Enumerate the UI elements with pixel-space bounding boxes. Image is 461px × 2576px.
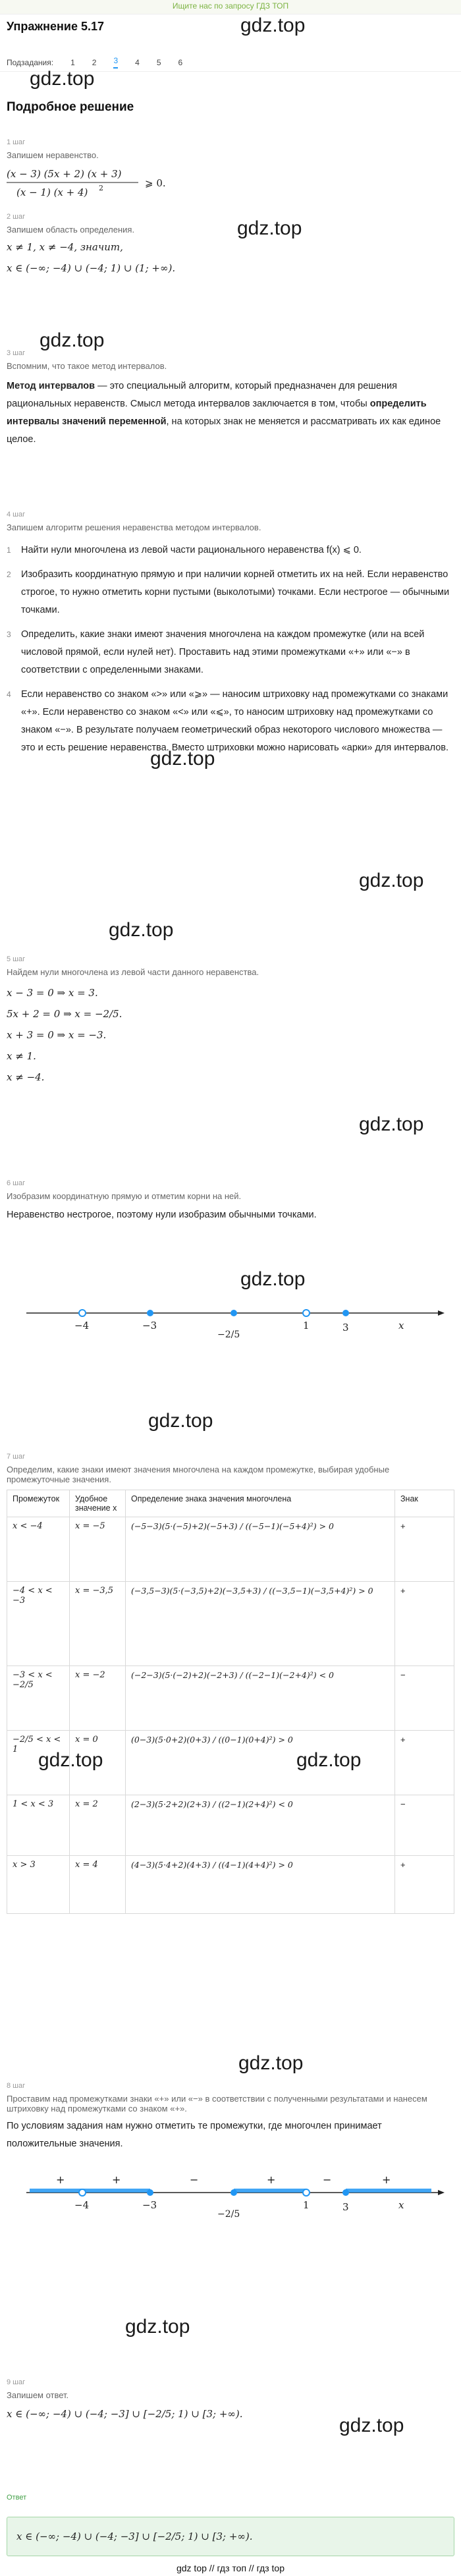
point-excluded — [79, 1310, 86, 1316]
step-text: Проставим над промежутками знаки «+» или «−» в соответствии с полученными результатами и нанесем штриховку над промежутками со знаком «+». — [7, 2094, 427, 2114]
zero-line: x ≠ −4. — [7, 1071, 45, 1083]
table-row — [7, 1582, 454, 1666]
step-text: Запишем ответ. — [7, 2390, 69, 2400]
step-3 — [7, 349, 454, 449]
axis-label: 1 — [303, 1320, 310, 1331]
sign-cell: − — [395, 1666, 454, 1731]
signs-table — [7, 1490, 454, 1914]
step-text: Вспомним, что такое метод интервалов. — [7, 361, 167, 371]
step-8 — [7, 2082, 454, 2153]
step-label: 5 шаг — [7, 955, 26, 963]
answer-formula: x ∈ (−∞; −4) ∪ (−4; −3] ∪ [−2/5; 1) ∪ [3; +∞). — [7, 2408, 243, 2420]
table-row — [7, 1795, 454, 1856]
sign-label: − — [323, 2173, 332, 2186]
point-included — [342, 2189, 349, 2196]
list-item: 1 Найти нули многочлена из левой части рационального неравенства f(x) ⩽ 0. — [7, 545, 362, 555]
number-line-1 — [0, 1288, 461, 1377]
watermark: gdz.top — [240, 1268, 306, 1290]
answer-label: Ответ — [7, 2494, 27, 2502]
method-description: Метод интервалов — это специальный алгоритм, который предназначен для решения рациональных неравенств. Смысл метода интервалов заключается в том, чтобы определить интервалы значений переменной, на которых знак не меняется и рассматривать их как единое целое. — [7, 381, 441, 445]
axis-label: 3 — [342, 2201, 349, 2213]
watermark: gdz.top — [296, 1749, 362, 1771]
value-cell: x = 0 — [70, 1731, 126, 1795]
step-label: 8 шаг — [7, 2082, 26, 2090]
table-header: Определение знака значения многочлена — [126, 1490, 395, 1517]
sign-cell: + — [395, 1731, 454, 1795]
calc-cell: (−3,5−3)(5·(−3,5)+2)(−3,5+3) / ((−3,5−1)(−3,5+4)²) > 0 — [126, 1582, 395, 1666]
step-4 — [7, 511, 454, 764]
step-text: Определим, какие знаки имеют значения многочлена на каждом промежутке, выбирая удобные промежуточные значения. — [7, 1465, 390, 1484]
answer-box — [7, 2517, 454, 2556]
subtask-tab[interactable]: 4 — [135, 57, 140, 67]
hatch-region — [82, 2189, 150, 2193]
point-included — [147, 2189, 153, 2196]
interval-cell: x > 3 — [7, 1856, 70, 1914]
point-included — [342, 1310, 349, 1316]
value-cell: x = 4 — [70, 1856, 126, 1914]
list-item: 2 Изобразить координатную прямую и при наличии корней отметить их на ней. Если неравенство строгое, то нужно отметить корни пустыми (выколотыми) точками. Если нестрогое — обычными точками. — [7, 569, 450, 615]
watermark: gdz.top — [150, 748, 215, 770]
axis-label: −4 — [74, 1320, 90, 1331]
step-6 — [7, 1179, 454, 1224]
axis-label: −3 — [142, 2199, 157, 2211]
list-item: 3 Определить, какие знаки имеют значения многочлена на каждом промежутке (или на всей числовой прямой, если нулей нет). Проставить над этими промежутками «+» или «−» в соответствии с определенными знаками. — [7, 629, 425, 675]
step-label: 3 шаг — [7, 349, 26, 357]
svg-text:(x − 1) (x + 4): (x − 1) (x + 4) — [16, 186, 88, 198]
subtasks-label: Подзадания: — [7, 57, 54, 67]
watermark: gdz.top — [359, 870, 424, 891]
inequality-formula — [7, 164, 244, 204]
step-paragraph: Неравенство нестрогое, поэтому нули изобразим обычными точками. — [7, 1210, 317, 1220]
point-excluded — [303, 2189, 310, 2196]
calc-cell: (−5−3)(5·(−5)+2)(−5+3) / ((−5−1)(−5+4)²) > 0 — [126, 1517, 395, 1582]
subtask-tab[interactable]: 2 — [92, 57, 97, 67]
subtask-tab[interactable]: 6 — [178, 57, 183, 67]
point-included — [230, 1310, 237, 1316]
answer-math: x ∈ (−∞; −4) ∪ (−4; −3] ∪ [−2/5; 1) ∪ [3; +∞). — [16, 2531, 253, 2542]
sign-label: + — [56, 2173, 65, 2186]
point-included — [147, 1310, 153, 1316]
interval-cell: −4 < x < −3 — [7, 1582, 70, 1666]
step-text: Запишем алгоритм решения неравенства методом интервалов. — [7, 522, 261, 532]
step-label: 4 шаг — [7, 511, 26, 518]
svg-text:⩾ 0.: ⩾ 0. — [145, 177, 166, 189]
value-cell: x = 2 — [70, 1795, 126, 1856]
page-title: Упражнение 5.17 — [7, 20, 105, 33]
zero-line: x ≠ 1. — [7, 1050, 36, 1062]
table-header: Промежуток — [7, 1490, 70, 1517]
axis-label: −2/5 — [217, 2209, 240, 2220]
subtask-tab[interactable]: 1 — [70, 57, 75, 67]
sign-label: − — [190, 2173, 199, 2186]
step-text: Запишем область определения. — [7, 225, 135, 235]
value-cell: x = −5 — [70, 1517, 126, 1582]
value-cell: x = −2 — [70, 1666, 126, 1731]
step-paragraph: По условиям задания нам нужно отметить те промежутки, где многочлен принимает положительные значения. — [7, 2121, 382, 2149]
domain-line-2: x ∈ (−∞; −4) ∪ (−4; 1) ∪ (1; +∞). — [7, 262, 176, 274]
domain-line-1: x ≠ 1, x ≠ −4, значит, — [7, 241, 123, 253]
watermark: gdz.top — [40, 329, 105, 351]
sign-label: + — [382, 2173, 391, 2186]
step-label: 9 шаг — [7, 2378, 26, 2386]
interval-cell: −3 < x < −2/5 — [7, 1666, 70, 1731]
point-included — [230, 2189, 237, 2196]
footer: gdz top // гдз топ // гдз top — [176, 2563, 285, 2573]
axis-label: 3 — [342, 1322, 349, 1333]
axis-var: x — [398, 2199, 404, 2211]
watermark: gdz.top — [109, 919, 174, 941]
calc-cell: (4−3)(5·4+2)(4+3) / ((4−1)(4+4)²) > 0 — [126, 1856, 395, 1914]
watermark: gdz.top — [38, 1749, 103, 1771]
step-2 — [7, 213, 454, 274]
promo-bar[interactable] — [0, 0, 461, 14]
axis-label: −2/5 — [217, 1330, 240, 1340]
value-cell: x = −3,5 — [70, 1582, 126, 1666]
watermark: gdz.top — [238, 2052, 304, 2074]
table-row — [7, 1517, 454, 1582]
sign-cell: + — [395, 1856, 454, 1914]
calc-cell: (−2−3)(5·(−2)+2)(−2+3) / ((−2−1)(−2+4)²) < 0 — [126, 1666, 395, 1731]
watermark: gdz.top — [339, 2415, 404, 2436]
sign-cell: − — [395, 1795, 454, 1856]
subtask-tab[interactable]: 5 — [156, 57, 161, 67]
table-row — [7, 1666, 454, 1731]
step-9 — [7, 2378, 454, 2420]
zero-line: x − 3 = 0 ⇒ x = 3. — [7, 987, 98, 999]
hatch-region — [30, 2189, 82, 2193]
step-text: Найдем нули многочлена из левой части данного неравенства. — [7, 967, 259, 977]
svg-text:2: 2 — [99, 184, 103, 192]
step-7 — [7, 1453, 454, 1914]
sign-label: + — [112, 2173, 121, 2186]
table-header: Удобное значение x — [70, 1490, 126, 1517]
axis-var: x — [398, 1320, 404, 1331]
watermark: gdz.top — [237, 217, 302, 239]
hatch-region — [346, 2189, 431, 2193]
table-row — [7, 1856, 454, 1914]
hatch-region — [234, 2189, 306, 2193]
section-title: Подробное решение — [7, 100, 134, 114]
zero-line: x + 3 = 0 ⇒ x = −3. — [7, 1029, 107, 1041]
svg-text:(x − 3) (5x + 2) (x + 3): (x − 3) (5x + 2) (x + 3) — [7, 168, 122, 180]
watermark: gdz.top — [125, 2316, 190, 2338]
interval-cell: x < −4 — [7, 1517, 70, 1582]
number-line-2 — [0, 2168, 461, 2243]
step-1 — [7, 138, 454, 206]
sign-label: + — [267, 2173, 276, 2186]
axis-label: −3 — [142, 1320, 157, 1331]
step-label: 2 шаг — [7, 213, 26, 221]
list-item: 4 Если неравенство со знаком «>» или «⩾» — наносим штриховку над промежутками со знаками «+». Если неравенство со знаком «<» или «⩽», то наносим штриховку над промежутками со знаком «−». В результате получаем геометрический образ некоторого числового множества — это и есть решение неравенства. Вместо штриховки можно нарисовать «арки» для интервалов. — [7, 689, 448, 753]
step-label: 1 шаг — [7, 138, 26, 146]
step-label: 7 шаг — [7, 1453, 26, 1461]
interval-cell: 1 < x < 3 — [7, 1795, 70, 1856]
sign-cell: + — [395, 1517, 454, 1582]
promo-text[interactable]: Ищите нас по запросу ГДЗ ТОП — [172, 1, 289, 11]
subtasks-nav — [7, 56, 182, 69]
point-excluded — [303, 1310, 310, 1316]
interval-cell: −2/5 < x < 1 — [7, 1731, 70, 1795]
calc-cell: (2−3)(5·2+2)(2+3) / ((2−1)(2+4)²) < 0 — [126, 1795, 395, 1856]
table-header: Знак — [395, 1490, 454, 1517]
watermark: gdz.top — [359, 1113, 424, 1135]
axis-label: 1 — [303, 2199, 310, 2211]
sign-cell: + — [395, 1582, 454, 1666]
subtask-tab-active[interactable]: 3 — [113, 56, 118, 69]
step-text: Запишем неравенство. — [7, 150, 99, 160]
watermark: gdz.top — [30, 68, 95, 90]
axis-label: −4 — [74, 2199, 90, 2211]
algorithm-list — [7, 542, 454, 757]
watermark: gdz.top — [148, 1410, 213, 1432]
step-label: 6 шаг — [7, 1179, 26, 1187]
watermark: gdz.top — [240, 14, 306, 36]
calc-cell: (0−3)(5·0+2)(0+3) / ((0−1)(0+4)²) > 0 — [126, 1731, 395, 1795]
point-excluded — [79, 2189, 86, 2196]
step-5 — [7, 955, 454, 1088]
zero-line: 5x + 2 = 0 ⇒ x = −2/5. — [7, 1008, 122, 1020]
step-text: Изобразим координатную прямую и отметим корни на ней. — [7, 1191, 242, 1201]
